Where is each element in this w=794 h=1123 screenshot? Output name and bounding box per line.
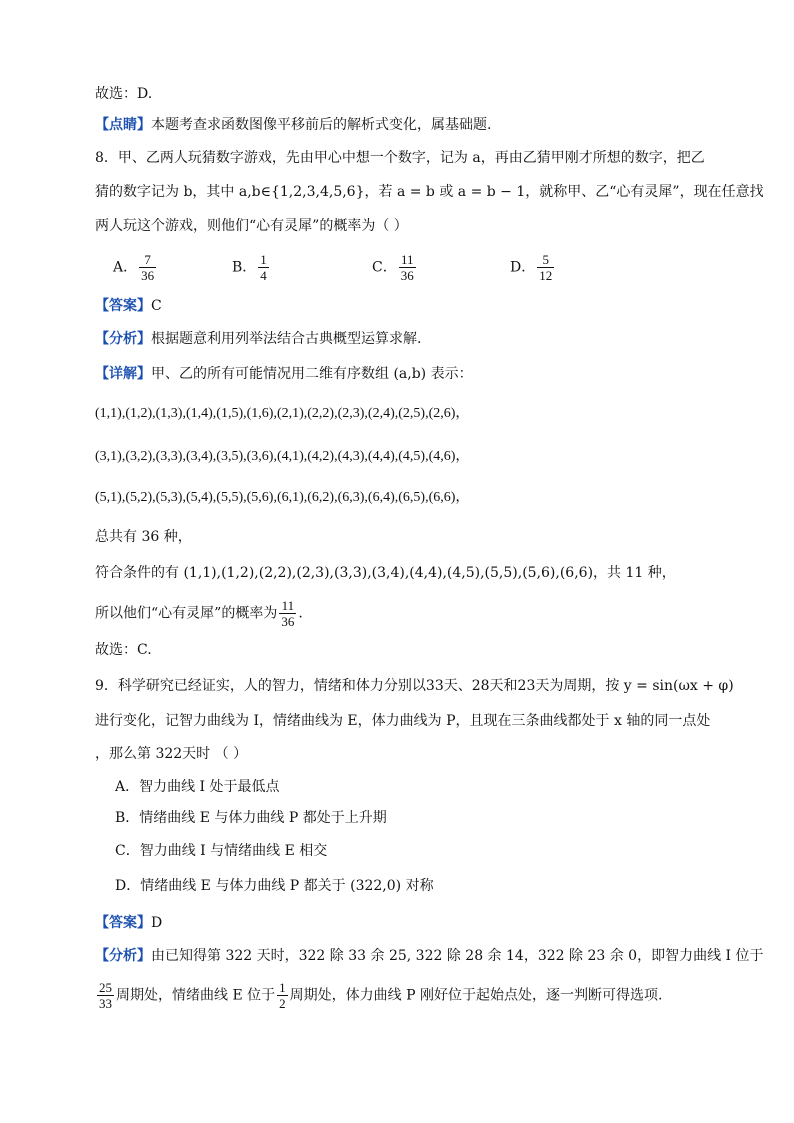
q8-option-b-label: B． bbox=[232, 259, 257, 276]
fraction-1-2 bbox=[277, 980, 288, 1011]
answer-text: D bbox=[151, 915, 163, 931]
q8-option-c-fraction bbox=[399, 252, 416, 283]
total-count-line: 总共有 36 种， bbox=[95, 529, 192, 545]
q8-detail-line bbox=[95, 364, 473, 384]
remark-tag: 【点睛】 bbox=[95, 117, 151, 133]
analysis-text: 由已知得第 322 天时，322 除 33 余 25, 322 除 28 余 14，322 除 23 余 0，即智力曲线 I 位于 bbox=[151, 948, 764, 964]
q8-stem-line-3: 两人玩这个游戏，则他们“心有灵犀”的概率为（ ） bbox=[95, 218, 408, 234]
detail-tag: 【详解】 bbox=[95, 366, 151, 382]
frac-den: 36 bbox=[281, 614, 295, 629]
frac-num: 11 bbox=[279, 598, 296, 614]
pairs-row-1: (1,1),(1,2),(1,3),(1,4),(1,5),(1,6),(2,1),(2,2),(2,3),(2,4),(2,5),(2,6)， bbox=[95, 406, 470, 421]
analysis-tag: 【分析】 bbox=[95, 948, 151, 964]
q8-option-c bbox=[372, 252, 418, 283]
analysis-mid-text: 周期处，情绪曲线 E 位于 bbox=[116, 987, 276, 1004]
probability-prefix: 所以他们“心有灵犀”的概率为 bbox=[95, 605, 278, 622]
q8-option-a-label: A． bbox=[113, 259, 138, 276]
analysis-tag: 【分析】 bbox=[95, 331, 151, 347]
probability-suffix: . bbox=[298, 605, 303, 622]
q8-option-d-fraction bbox=[537, 252, 554, 283]
q8-option-d bbox=[510, 252, 556, 283]
frac-den: 2 bbox=[279, 996, 286, 1011]
choose-d-line: 故选：D. bbox=[95, 86, 153, 102]
frac-num: 7 bbox=[139, 252, 156, 268]
frac-den: 36 bbox=[141, 268, 155, 283]
detail-text: 甲、乙的所有可能情况用二维有序数组 (a,b) 表示： bbox=[151, 366, 473, 382]
remark-text: 本题考查求函数图像平移前后的解析式变化，属基础题. bbox=[151, 117, 492, 133]
frac-num: 25 bbox=[99, 980, 112, 995]
analysis-end-text: 周期处，体力曲线 P 刚好位于起始点处，逐一判断可得选项. bbox=[289, 987, 663, 1004]
q8-stem-line-1: 8．甲、乙两人玩猜数字游戏，先由甲心中想一个数字，记为 a，再由乙猜甲刚才所想的数字，把乙 bbox=[95, 150, 705, 166]
q8-option-a bbox=[113, 252, 158, 283]
answer-text: C bbox=[151, 298, 162, 314]
q9-analysis-line-2 bbox=[95, 980, 662, 1011]
q9-option-c: C．智力曲线 I 与情绪曲线 E 相交 bbox=[115, 843, 328, 859]
q8-option-b-fraction bbox=[258, 252, 269, 283]
pairs-row-3: (5,1),(5,2),(5,3),(5,4),(5,5),(5,6),(6,1),(6,2),(6,3),(6,4),(6,5),(6,6)， bbox=[95, 490, 470, 505]
remark-line bbox=[95, 115, 491, 135]
frac-num: 1 bbox=[279, 980, 286, 995]
q9-stem-line-2: 进行变化，记智力曲线为 I，情绪曲线为 E，体力曲线为 P，且现在三条曲线都处于 x 轴的同一点处 bbox=[95, 713, 711, 729]
probability-fraction bbox=[279, 598, 296, 629]
q8-option-c-label: C． bbox=[372, 259, 397, 276]
pairs-row-2: (3,1),(3,2),(3,3),(3,4),(3,5),(3,6),(4,1),(4,2),(4,3),(4,4),(4,5),(4,6)， bbox=[95, 449, 470, 464]
frac-den: 12 bbox=[539, 268, 553, 283]
q8-option-a-fraction bbox=[139, 252, 156, 283]
q9-stem-line-3: ，那么第 322天时 （ ） bbox=[95, 746, 248, 762]
fraction-25-33 bbox=[97, 980, 114, 1011]
choose-c-line: 故选：C. bbox=[95, 642, 152, 658]
frac-num: 1 bbox=[260, 252, 267, 267]
q8-option-b bbox=[232, 252, 271, 283]
answer-tag: 【答案】 bbox=[95, 915, 151, 931]
q8-analysis-line bbox=[95, 329, 421, 349]
probability-line bbox=[95, 598, 303, 629]
frac-den: 36 bbox=[400, 268, 414, 283]
frac-den: 33 bbox=[99, 996, 112, 1011]
q8-answer-line bbox=[95, 296, 162, 316]
q8-stem-line-2: 猜的数字记为 b，其中 a,b∈{1,2,3,4,5,6}，若 a = b 或 a = b − 1，就称甲、乙“心有灵犀”，现在任意找 bbox=[95, 184, 764, 200]
q9-option-d: D．情绪曲线 E 与体力曲线 P 都关于 (322,0) 对称 bbox=[115, 878, 434, 894]
analysis-text: 根据题意利用列举法结合古典概型运算求解. bbox=[151, 331, 422, 347]
answer-tag: 【答案】 bbox=[95, 298, 151, 314]
fit-cases-line: 符合条件的有 (1,1),(1,2),(2,2),(2,3),(3,3),(3,4),(4,4),(4,5),(5,5),(5,6),(6,6)，共 11 种， bbox=[95, 565, 676, 581]
q8-option-d-label: D． bbox=[510, 259, 536, 276]
q9-answer-line bbox=[95, 913, 162, 933]
frac-num: 5 bbox=[537, 252, 554, 268]
frac-den: 4 bbox=[260, 268, 267, 283]
q9-analysis-line-1 bbox=[95, 946, 764, 966]
q9-stem-line-1: 9．科学研究已经证实，人的智力，情绪和体力分别以33天、28天和23天为周期，按 y = sin(ωx + φ) bbox=[95, 678, 734, 694]
q9-option-b: B．情绪曲线 E 与体力曲线 P 都处于上升期 bbox=[115, 810, 387, 826]
frac-num: 11 bbox=[399, 252, 416, 268]
q9-option-a: A．智力曲线 I 处于最低点 bbox=[115, 779, 280, 795]
